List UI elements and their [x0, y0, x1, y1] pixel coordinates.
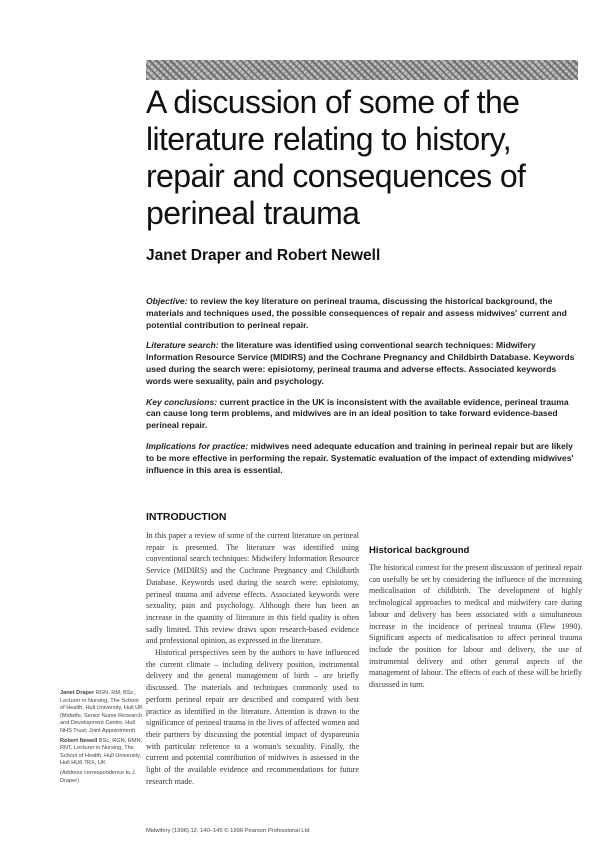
body-column-left: [146, 511, 359, 787]
article-authors: Janet Draper and Robert Newell: [146, 247, 381, 264]
abstract-implications: Implications for practice: midwives need adequate education and training in perineal repair but are likely to be more effective in performing the repair. Systematic evaluation of the impact of extending midwives' influence in this area is essential.: [146, 440, 574, 475]
journal-footer: Midwifery (1996) 12, 140–145 © 1996 Pearson Professional Ltd: [146, 828, 310, 834]
abstract-objective: Objective: to review the key literature on perineal trauma, discussing the historical background, the materials and techniques used, the possible consequences of repair and assess midwives' current and potential contribution to perineal repair.: [146, 296, 567, 330]
abstract-key-conclusions: Key conclusions: current practice in the UK is inconsistent with the available evidence, perineal trauma can cause long term problems, and midwives are in an ideal position to take forward evidence-based perineal repair.: [146, 396, 569, 431]
historical-background-heading: Historical background: [369, 545, 470, 556]
header-texture-band: [146, 60, 578, 80]
introduction-paragraph-1: In this paper a review of some of the current literature on perineal repair is presented. The literature was identified using conventional search techniques: Midwifery Information Resource Service (MIDIRS) and the Cochrane Pregnancy and Childbirth Database. Keywords used during the search were: episiotomy, perineal trauma and adverse effects. Associated keywords were sexuality, pain and psychology. Although there has been an increase in the quantity of literature in this field quality is often sadly limited. This review draws upon research-based evidence and professional opinion, as expressed in the literature.: [146, 531, 359, 646]
article-title: A discussion of some of the literature relating to history, repair and consequences of perineal trauma: [146, 84, 526, 231]
abstract: [146, 296, 582, 485]
introduction-paragraph-2: Historical perspectives seen by the authors to have influenced the current climate – including delivery position, instrumental delivery and the general management of birth – are briefly discussed. The materials and techniques commonly used to perform perineal repair are described and compared with best practice as identified in the literature. Attention is drawn to the significance of perineal trauma in the lives of affected women and their partners by discussing the potential impact of dyspareunia with particular reference to a woman's sexuality. Finally, the current and potential contribution of midwives is assessed in the light of the available evidence and recommendations for future research made.: [146, 648, 359, 786]
abstract-literature-search: Literature search: the literature was identified using conventional search techniques: Midwifery Information Resource Service (MIDIRS) and the Cochrane Pregnancy and Childbirth Database. Keywords used during the search were: episiotomy, perineal trauma and adverse effects. Associated keywords words were sexuality, pain and psychology.: [146, 340, 575, 386]
correspondence-note: (Address correspondence to J. Draper): [60, 769, 137, 784]
affiliation-newell: Robert Newell BSc, RGN, RMN, RNT, Lecturer in Nursing, The School of Health, Hull University, Hull HU6 7RX, UK: [60, 737, 143, 767]
body-column-right: [369, 530, 582, 691]
author-affiliations: [60, 690, 144, 787]
affiliation-draper: Janet Draper RGN, RM, BSc, Lecturer in Nursing, The School of Health, Hull University, Hull UK (Midwife, Senior Nurse Research and Development Centre, Hull NHS Trust; Joint Appointment): [60, 690, 143, 734]
historical-background-paragraph: The historical context for the present discussion of perineal repair can usefully be set by considering the influence of the increasing medicalisation of childbirth. The development of highly technological approaches to medical and midwifery care during labour and delivery has been associated with a simultaneous increase in the incidence of perineal trauma (Flew 1990). Significant aspects of medicalisation to affect perineal trauma include the position for labour and delivery, the use of instrumental delivery and other general aspects of the management of labour. The effects of each of these will be briefly discussed in turn.: [369, 563, 582, 690]
introduction-heading: INTRODUCTION: [146, 511, 227, 523]
